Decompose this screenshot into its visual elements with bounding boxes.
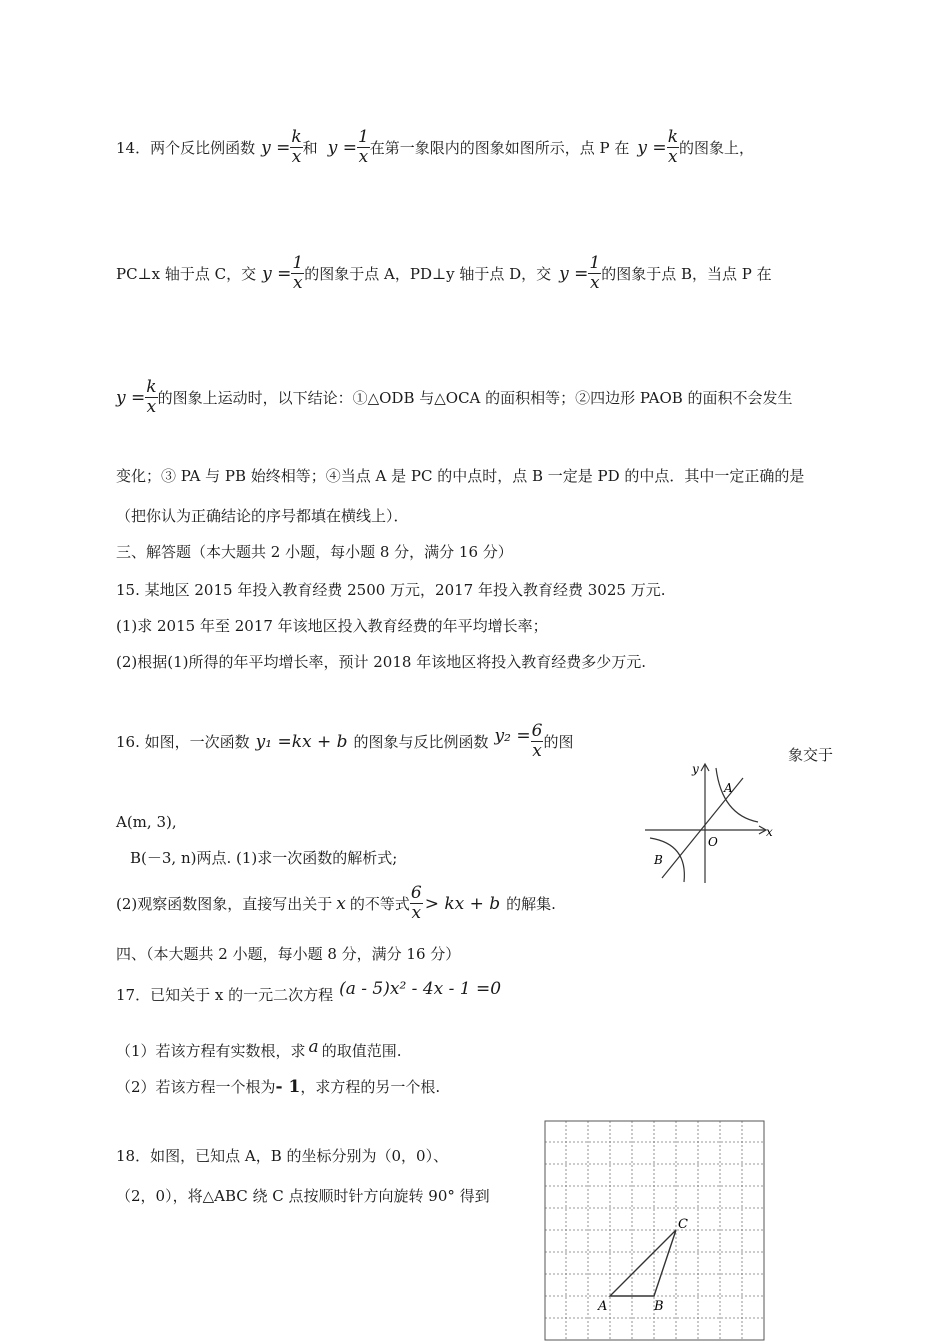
formula-y-eq: y = <box>327 137 357 158</box>
q14-text: 的图象上运动时，以下结论：①△ODB 与△OCA 的面积相等；②四边形 PAOB 的面积不会发生 <box>157 389 793 407</box>
triangle-abc <box>610 1230 676 1296</box>
q18-grid-figure <box>544 1120 766 1342</box>
q14-line1 <box>116 128 754 167</box>
origin-label: O <box>708 835 718 849</box>
q16-text-right: 象交于 <box>788 746 834 764</box>
fraction-1-over-x: $\frac{1}{x}$ <box>292 253 304 293</box>
point-b-label: B <box>654 1299 664 1314</box>
fraction-k-over-x: $\frac{k}{x}$ <box>146 377 157 417</box>
q18-line1: 18．如图，已知点 A，B 的坐标分别为（0，0）、 <box>116 1147 449 1165</box>
variable-a: a <box>308 1036 319 1057</box>
fraction-6-over-x: $\frac{6}{x}$ <box>531 721 543 761</box>
q14-text: 的图象于点 A，PD⊥y 轴于点 D，交 <box>304 265 552 283</box>
q17-text: （1）若该方程有实数根，求 <box>116 1042 306 1060</box>
q14-line2 <box>116 254 772 293</box>
q14-text: 14．两个反比例函数 <box>116 139 256 157</box>
section-heading: 四、（本大题共 2 小题，每小题 8 分，满分 16 分） <box>116 945 461 963</box>
q16-text: (2)观察函数图象，直接写出关于 <box>116 895 333 913</box>
q14-text: 在第一象限内的图象如图所示，点 P 在 <box>369 139 630 157</box>
fraction-k-over-x: $\frac{k}{x}$ <box>291 127 302 167</box>
fraction-1-over-x: $\frac{1}{x}$ <box>589 253 601 293</box>
q16-text: 16. 如图，一次函数 <box>116 733 250 751</box>
q14-text: 的图象于点 B，当点 P 在 <box>601 265 772 283</box>
q17-part2 <box>116 1076 440 1097</box>
q16-line4 <box>116 884 556 923</box>
q17-text: 的取值范围. <box>321 1042 402 1060</box>
q14-line5: （把你认为正确结论的序号都填在横线上）． <box>116 507 409 525</box>
formula-quadratic: (a - 5)x² - 4x - 1 =0 <box>339 978 502 999</box>
x-axis-label: x <box>766 825 773 839</box>
q14-line3 <box>116 378 793 417</box>
q14-text: 的图象上， <box>679 139 755 157</box>
formula-y-eq: y = <box>262 263 292 284</box>
q15-stem: 15. 某地区 2015 年投入教育经费 2500 万元，2017 年投入教育经费 3025 万元. <box>116 581 666 599</box>
formula-y-eq: y = <box>637 137 667 158</box>
variable-x: x <box>336 893 346 914</box>
q14-text: PC⊥x 轴于点 C，交 <box>116 265 257 283</box>
formula-linear: y₁ =kx + b <box>255 731 348 752</box>
formula-y-eq: y = <box>116 387 146 408</box>
section-heading: 三、解答题（本大题共 2 小题，每小题 8 分，满分 16 分） <box>116 543 513 561</box>
q16-text: 的解集. <box>506 895 556 913</box>
hyperbola-branch-1 <box>716 768 758 822</box>
q16-function-graph <box>640 760 780 890</box>
q17-part1 <box>116 1036 402 1061</box>
q15-part2: (2)根据(1)所得的年平均增长率，预计 2018 年该地区将投入教育经费多少万元. <box>116 653 646 671</box>
point-c-label: C <box>678 1217 688 1232</box>
point-a-label: A <box>724 781 733 795</box>
q16-line3: B(－3, n)两点. (1)求一次函数的解析式; <box>130 849 398 867</box>
q16-line2: A(m, 3), <box>116 813 177 831</box>
fraction-1-over-x: $\frac{1}{x}$ <box>357 127 369 167</box>
point-b-label: B <box>654 853 663 867</box>
q17-stem <box>116 978 502 1005</box>
q15-part1: (1)求 2015 年至 2017 年该地区投入教育经费的年平均增长率； <box>116 617 548 635</box>
q16-line1 <box>116 722 573 761</box>
q18-line2: （2，0），将△ABC 绕 C 点按顺时针方向旋转 90° 得到 <box>116 1187 490 1205</box>
y-axis-label: y <box>692 762 699 776</box>
fraction-k-over-x: $\frac{k}{x}$ <box>667 127 678 167</box>
formula-y-eq: y = <box>559 263 589 284</box>
q16-text: 的图 <box>543 733 574 751</box>
value-minus-one: - 1 <box>275 1076 301 1097</box>
formula-y2-eq: y₂ = <box>494 725 531 746</box>
q16-text: 的不等式 <box>349 895 410 913</box>
point-a-label: A <box>598 1299 608 1314</box>
formula-y-eq: y = <box>261 137 291 158</box>
q17-text: ，求方程的另一个根. <box>300 1078 441 1096</box>
q17-text: 17．已知关于 x 的一元二次方程 <box>116 986 334 1004</box>
q16-text: 的图象与反比例函数 <box>353 733 489 751</box>
fraction-6-over-x: $\frac{6}{x}$ <box>410 883 422 923</box>
q17-text: （2）若该方程一个根为 <box>116 1078 276 1096</box>
q14-text: 和 <box>302 139 318 157</box>
formula-inequality: > kx + b <box>424 893 501 914</box>
q14-line4: 变化；③ PA 与 PB 始终相等；④当点 A 是 PC 的中点时，点 B 一定是 PD 的中点．其中一定正确的是 <box>116 467 805 485</box>
